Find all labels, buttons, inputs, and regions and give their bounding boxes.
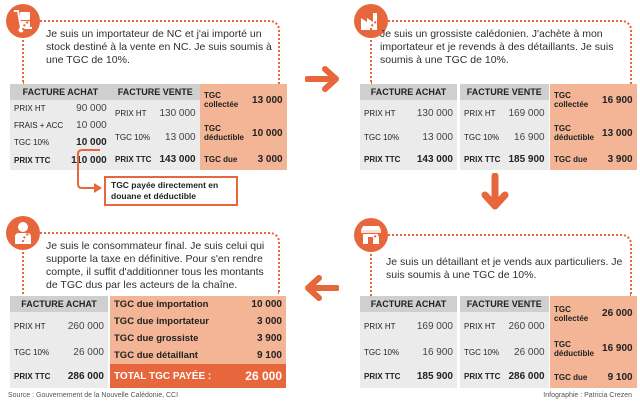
- total-label: TOTAL TGC PAYÉE :: [110, 364, 234, 388]
- table-row: PRIX TTC 185 900: [360, 364, 457, 388]
- table-row: PRIX TTC 143 000: [360, 148, 457, 170]
- table-row: PRIX TTC 110 000: [10, 151, 111, 170]
- table-row: TGC due importateur 3 000: [110, 313, 286, 330]
- table-row: PRIX HT 260 000: [10, 312, 108, 340]
- table-row: TGC due 9 100: [554, 371, 633, 383]
- table-row: FRAIS + ACC 10 000: [10, 117, 111, 134]
- table-row: TGC 10% 13 000: [360, 126, 457, 148]
- table-row: TGC due détaillant 9 100: [110, 347, 286, 364]
- table-row: TGC collectée 16 900: [554, 91, 633, 110]
- detaillant-achat-table: [360, 296, 457, 388]
- grossiste-achat-table: [360, 84, 457, 170]
- table-row: PRIX TTC 286 000: [460, 364, 549, 388]
- importer-speech: Je suis un importateur de NC et j'ai importé un stock destiné à la vente en NC. Je suis soumis à une TGC de 10%.: [46, 28, 272, 66]
- table-row: TGC déductible 10 000: [204, 124, 283, 143]
- note-connector-arrow: [68, 148, 108, 198]
- table-row: TGC due importation 10 000: [110, 296, 286, 313]
- detaillant-speech: Je suis un détaillant et je vends aux particuliers. Je suis soumis à une TGC de 10%.: [386, 256, 623, 281]
- table-row: TGC collectée 26 000: [554, 304, 633, 323]
- table-row: PRIX HT 169 000: [360, 312, 457, 340]
- grossiste-speech: Je suis un grossiste calédonien. J'achète à mon importateur et je revends à des détaillants. Je suis soumis à une TGC de 10%.: [380, 28, 614, 66]
- table-row: TGC 10% 16 900: [460, 126, 549, 148]
- table-row: TGC 10% 13 000: [111, 126, 200, 148]
- table-row: PRIX TTC 286 000: [10, 364, 108, 388]
- total-row: [110, 364, 286, 388]
- importer-vente-header: FACTURE VENTE: [111, 84, 200, 100]
- table-row: PRIX HT 169 000: [460, 100, 549, 126]
- importer-vente-table: [111, 84, 200, 170]
- detaillant-tgc-table: [550, 296, 637, 388]
- arrow-right-icon: [305, 66, 341, 92]
- table-row: TGC déductible 13 000: [554, 124, 633, 143]
- table-row: TGC 10% 16 900: [360, 340, 457, 364]
- table-row: PRIX HT 260 000: [460, 312, 549, 340]
- table-row: PRIX HT 90 000: [10, 100, 111, 117]
- arrow-left-icon: [303, 275, 339, 301]
- source-footer: Source : Gouvernement de la Nouvelle Calédonie, CCI: [8, 392, 179, 399]
- table-row: PRIX TTC 185 900: [460, 148, 549, 170]
- table-row: TGC 10% 10 000: [10, 134, 111, 151]
- table-row: TGC due 3 900: [554, 154, 633, 166]
- grossiste-vente-table: [460, 84, 549, 170]
- grossiste-achat-header: FACTURE ACHAT: [360, 84, 457, 100]
- table-row: PRIX HT 130 000: [360, 100, 457, 126]
- grossiste-tgc-table: [550, 84, 637, 170]
- table-row: PRIX TTC 143 000: [111, 148, 200, 170]
- arrow-down-icon: [480, 173, 510, 213]
- detaillant-vente-table: [460, 296, 549, 388]
- detaillant-achat-header: FACTURE ACHAT: [360, 296, 457, 312]
- table-row: TGC collectée 13 000: [204, 91, 283, 110]
- table-row: TGC 10% 26 000: [460, 340, 549, 364]
- table-row: TGC due 3 000: [204, 154, 283, 166]
- consommateur-speech: Je suis le consommateur final. Je suis celui qui supporte la taxe en définitive. Pour s'en rendre compte, il suffit d'additionner tous les montants de TGC dus par les acteurs de la chaîne.: [46, 240, 265, 291]
- importer-achat-header: FACTURE ACHAT: [10, 84, 111, 100]
- consommateur-dues-table: [110, 296, 286, 388]
- importer-tgc-table: [200, 84, 287, 170]
- table-row: TGC déductible 16 900: [554, 339, 633, 358]
- grossiste-vente-header: FACTURE VENTE: [460, 84, 549, 100]
- consommateur-achat-header: FACTURE ACHAT: [10, 296, 108, 312]
- table-row: PRIX HT 130 000: [111, 100, 200, 126]
- credit-footer: Infographie : Patricia Crezen: [543, 392, 632, 399]
- consommateur-achat-table: [10, 296, 108, 388]
- detaillant-vente-header: FACTURE VENTE: [460, 296, 549, 312]
- importer-note: TGC payée directement en douane et déductible: [104, 176, 238, 206]
- table-row: TGC due grossiste 3 900: [110, 330, 286, 347]
- total-value: 26 000: [234, 364, 286, 388]
- table-row: TGC 10% 26 000: [10, 340, 108, 364]
